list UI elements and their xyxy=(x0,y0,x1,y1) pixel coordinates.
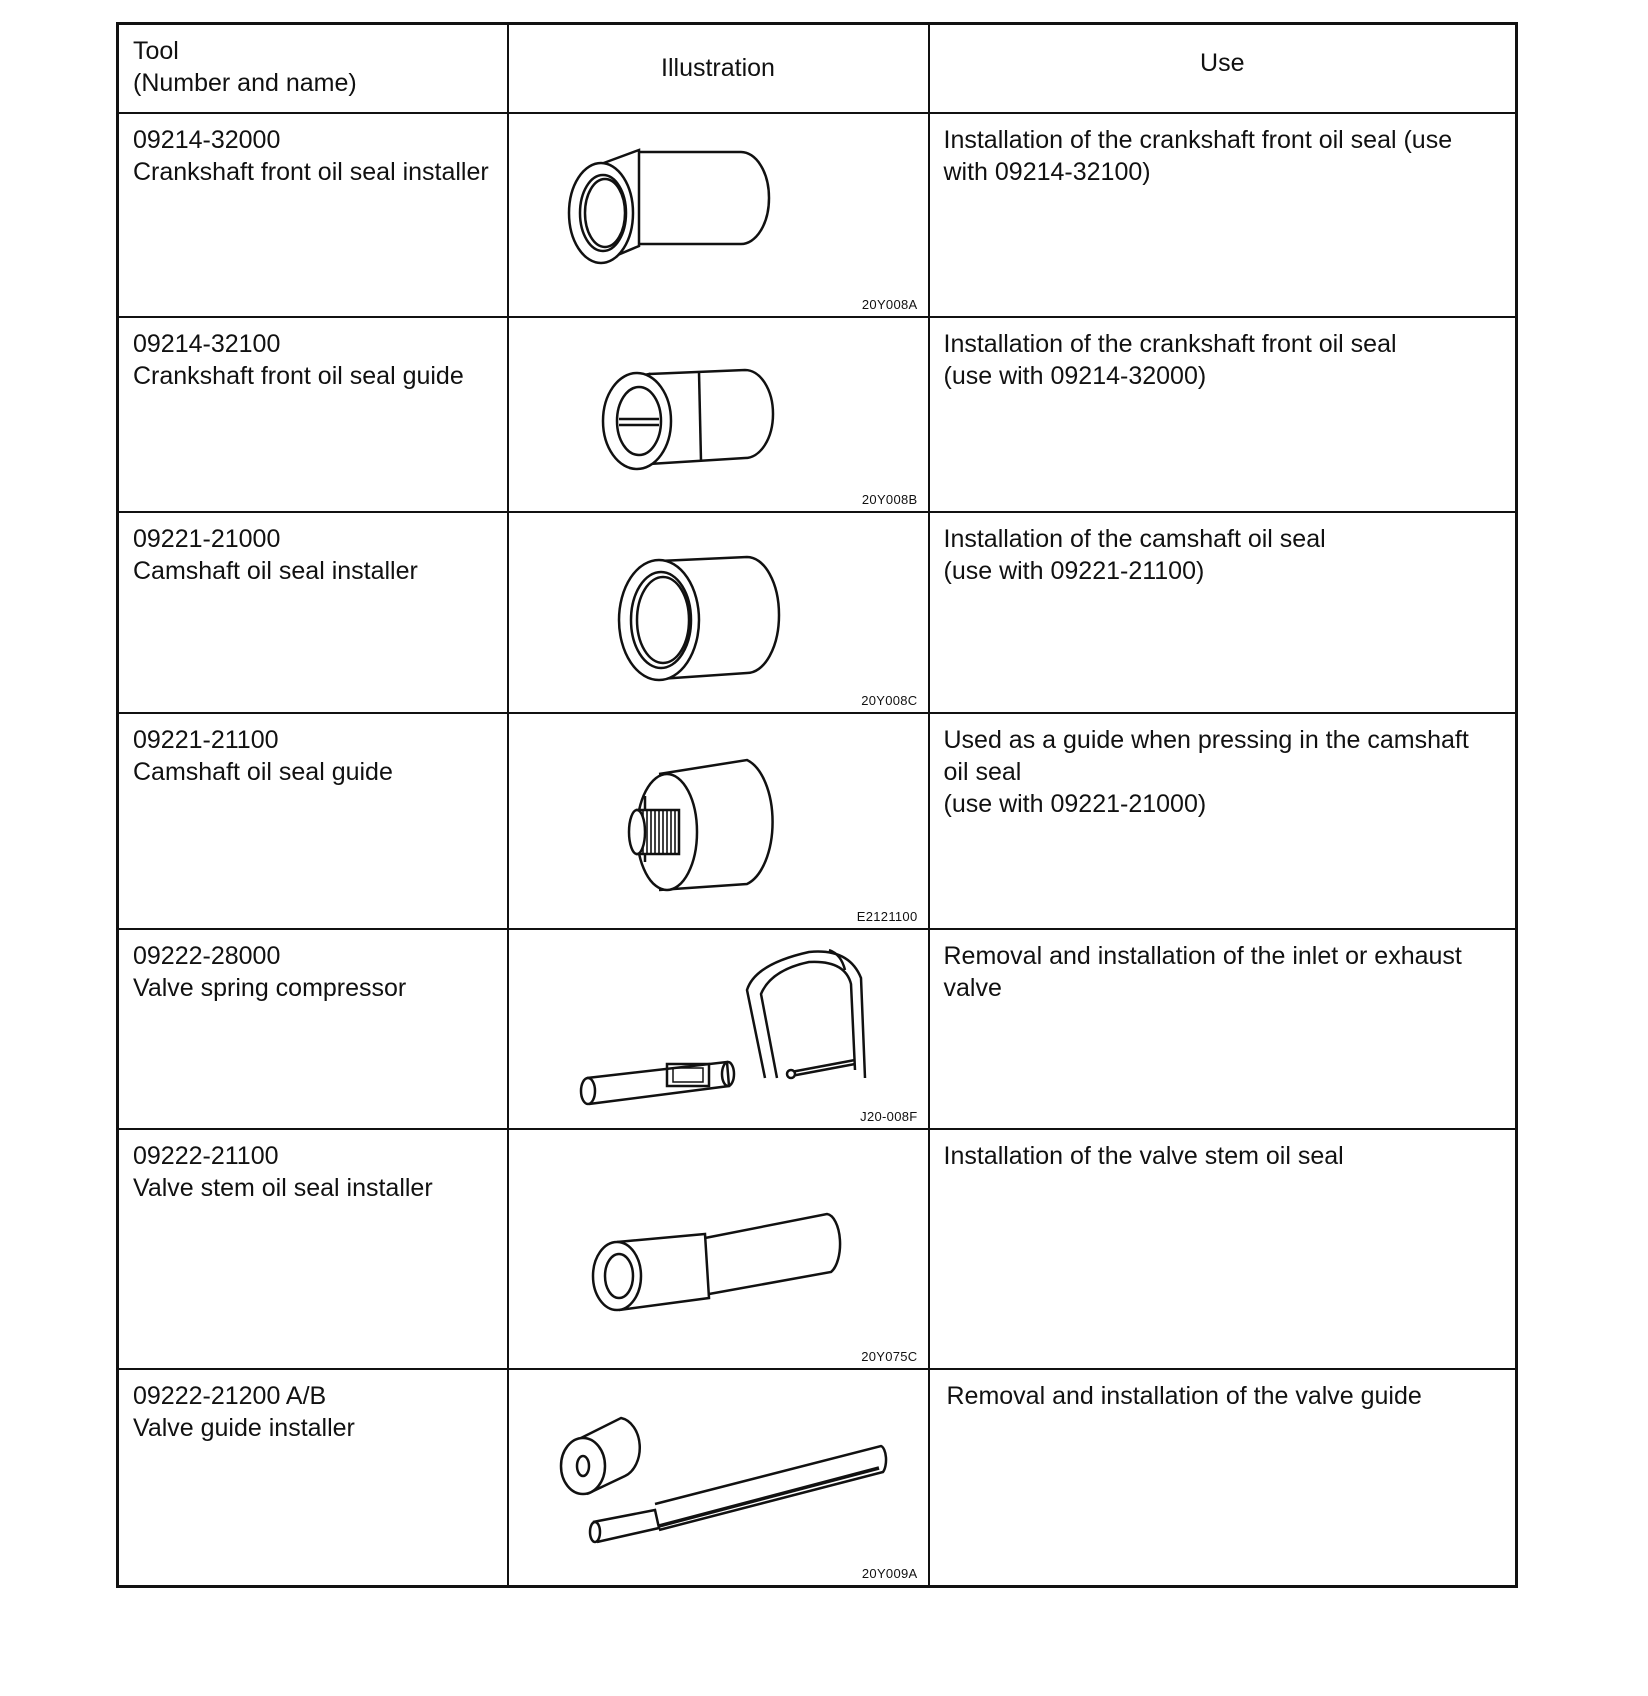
table-row xyxy=(118,1369,1517,1587)
tool-name: Valve spring compressor xyxy=(133,973,407,1002)
seal-guide-icon xyxy=(509,318,930,513)
illustration-cell xyxy=(508,1369,929,1587)
use-line: valve xyxy=(943,973,1002,1002)
tool-number: 09221-21000 xyxy=(133,524,281,553)
use-line: Installation of the crankshaft front oil seal (use xyxy=(943,125,1453,154)
tool-cell xyxy=(118,1369,508,1587)
valve-guide-installer-icon xyxy=(509,1370,930,1588)
table-row xyxy=(118,929,1517,1129)
tool-cell xyxy=(118,1129,508,1369)
tool-name: Camshaft oil seal guide xyxy=(133,757,393,786)
use-line: (use with 09221-21100) xyxy=(943,556,1205,585)
table-row xyxy=(118,512,1517,713)
illustration-cell xyxy=(508,317,929,512)
illustration-cell xyxy=(508,713,929,929)
tool-number: 09222-21100 xyxy=(133,1141,279,1170)
illustration-cell xyxy=(508,1129,929,1369)
header-tool-line1: Tool xyxy=(133,37,179,65)
use-line: Installation of the crankshaft front oil seal xyxy=(943,329,1397,358)
table-row xyxy=(118,1129,1517,1369)
use-cell xyxy=(929,1369,1517,1587)
illustration-code: 20Y009A xyxy=(861,1566,918,1581)
tool-name: Crankshaft front oil seal installer xyxy=(133,157,489,186)
illustration-cell xyxy=(508,113,929,317)
use-cell xyxy=(929,713,1517,929)
use-line: Used as a guide when pressing in the camshaft xyxy=(943,725,1469,754)
use-line: (use with 09214-32000) xyxy=(943,361,1207,390)
illustration-code: 20Y008C xyxy=(861,692,918,708)
use-line: oil seal xyxy=(943,757,1022,786)
use-cell xyxy=(929,1129,1517,1369)
header-tool xyxy=(118,24,508,113)
tool-cell xyxy=(118,929,508,1129)
tool-name: Camshaft oil seal installer xyxy=(133,556,418,585)
tool-number: 09222-21200 A/B xyxy=(133,1381,327,1410)
use-line: (use with 09221-21000) xyxy=(943,789,1207,818)
tool-name: Valve stem oil seal installer xyxy=(133,1173,433,1202)
use-cell xyxy=(929,113,1517,317)
tool-cell xyxy=(118,317,508,512)
tool-cell xyxy=(118,713,508,929)
header-use: Use xyxy=(929,24,1517,113)
tool-name: Crankshaft front oil seal guide xyxy=(133,361,464,390)
header-illustration: Illustration xyxy=(508,24,929,113)
tool-name: Valve guide installer xyxy=(133,1413,355,1442)
use-line: Removal and installation of the inlet or exhaust xyxy=(943,941,1462,970)
camshaft-seal-installer-icon xyxy=(509,513,930,714)
table-header-row xyxy=(118,24,1517,113)
use-cell xyxy=(929,512,1517,713)
use-cell xyxy=(929,317,1517,512)
camshaft-seal-guide-icon xyxy=(509,714,930,930)
illustration-cell xyxy=(508,929,929,1129)
use-line: Installation of the valve stem oil seal xyxy=(943,1141,1344,1170)
special-tools-table xyxy=(116,22,1518,1588)
tool-number: 09214-32100 xyxy=(133,329,281,358)
use-line: Installation of the camshaft oil seal xyxy=(943,524,1326,553)
table-row xyxy=(118,713,1517,929)
illustration-code: E2121100 xyxy=(856,908,918,924)
header-tool-line2: (Number and name) xyxy=(133,69,357,97)
illustration-code: J20-008F xyxy=(860,1108,918,1124)
illustration-cell xyxy=(508,512,929,713)
illustration-code: 20Y008B xyxy=(861,491,918,507)
tool-number: 09221-21100 xyxy=(133,725,279,754)
table-row xyxy=(118,113,1517,317)
tool-cell xyxy=(118,512,508,713)
seal-installer-icon xyxy=(509,114,930,318)
use-line: with 09214-32100) xyxy=(943,157,1151,186)
valve-stem-seal-installer-icon xyxy=(509,1130,930,1370)
tool-cell xyxy=(118,113,508,317)
table-row xyxy=(118,317,1517,512)
use-line: Removal and installation of the valve guide xyxy=(946,1381,1422,1410)
valve-spring-compressor-icon xyxy=(509,930,930,1130)
illustration-code: 20Y075C xyxy=(861,1348,918,1364)
use-cell xyxy=(929,929,1517,1129)
tool-number: 09222-28000 xyxy=(133,941,281,970)
illustration-code: 20Y008A xyxy=(861,296,918,312)
tool-number: 09214-32000 xyxy=(133,125,281,154)
